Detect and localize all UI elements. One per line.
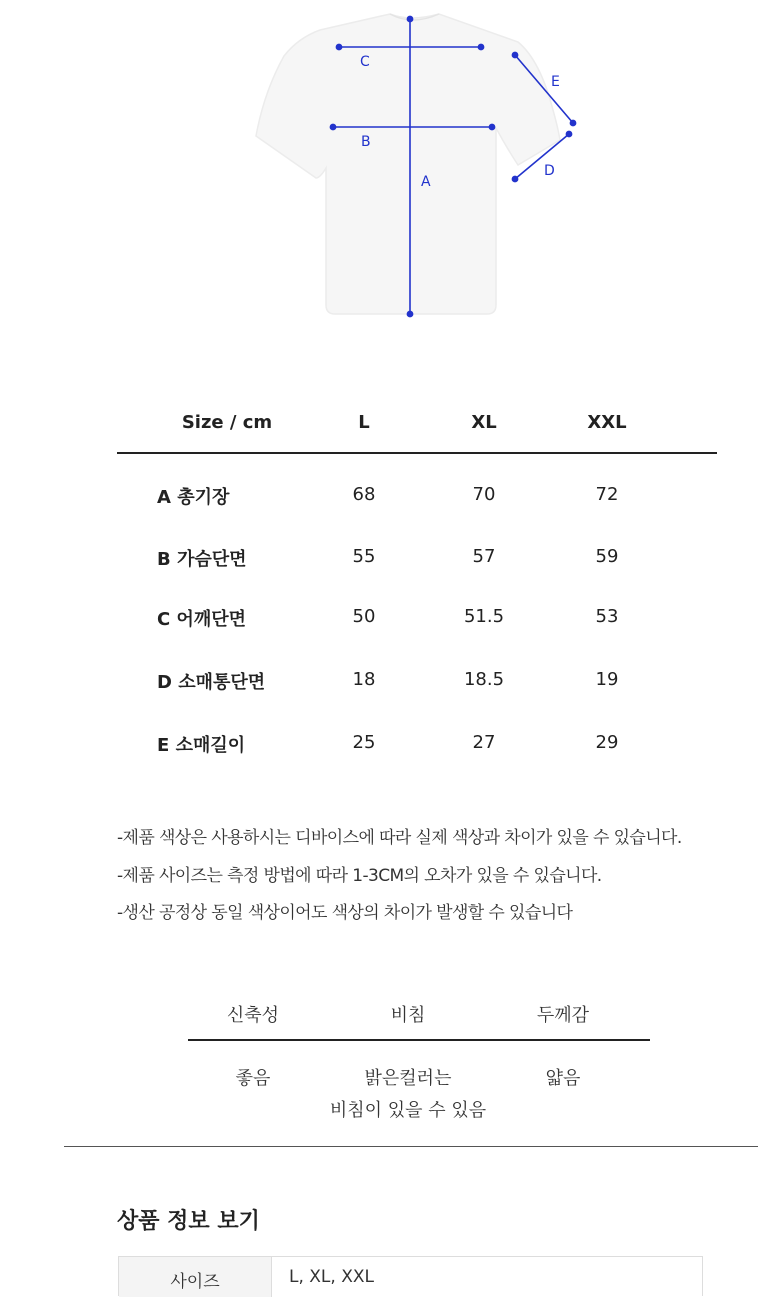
- row-value-l: 55: [352, 546, 376, 567]
- row-value-xl: 57: [472, 546, 496, 567]
- label-a: A: [421, 174, 431, 190]
- notice-size: -제품 사이즈는 측정 방법에 따라 1-3CM의 오차가 있을 수 있습니다.: [117, 865, 602, 886]
- header-xl: XL: [471, 412, 497, 433]
- label-d: D: [544, 163, 555, 179]
- notice-list: [117, 820, 757, 933]
- table-row: [117, 546, 717, 611]
- header-l: L: [358, 412, 370, 433]
- row-value-l: 25: [352, 732, 376, 753]
- row-value-l: 68: [352, 484, 376, 505]
- table-row: [117, 732, 717, 797]
- notice-production: -생산 공정상 동일 색상이어도 색상의 차이가 발생할 수 있습니다: [117, 903, 573, 923]
- table-row: [117, 669, 717, 737]
- value-thickness: 얇음: [545, 1068, 581, 1089]
- table-row: [117, 606, 717, 674]
- row-value-xl: 51.5: [463, 606, 505, 627]
- tshirt-measurement-illustration: [240, 0, 600, 330]
- info-label-size: 사이즈: [119, 1257, 272, 1297]
- header-thickness: 두께감: [536, 1005, 590, 1026]
- label-e: E: [551, 74, 560, 90]
- size-table: [117, 400, 717, 797]
- row-value-xxl: 19: [595, 669, 619, 690]
- row-value-xxl: 59: [595, 546, 619, 567]
- row-value-xl: 27: [472, 732, 496, 753]
- row-value-xxl: 29: [595, 732, 619, 753]
- table-row: [117, 484, 717, 551]
- row-value-xl: 18.5: [463, 669, 505, 690]
- label-c: C: [360, 54, 370, 70]
- size-diagram: [240, 0, 600, 330]
- row-label: C 어깨단면: [157, 609, 247, 630]
- row-label: A 총기장: [157, 487, 230, 508]
- header-stretch: 신축성: [226, 1005, 280, 1026]
- row-label: D 소매통단면: [157, 672, 266, 693]
- size-table-header: [117, 400, 717, 454]
- product-info-title: 상품 정보 보기: [117, 1209, 260, 1234]
- section-divider: [64, 1146, 758, 1147]
- row-label: B 가슴단면: [157, 549, 247, 570]
- fabric-values: [188, 1041, 650, 1131]
- row-value-l: 50: [352, 606, 376, 627]
- row-value-l: 18: [352, 669, 376, 690]
- header-xxl: XXL: [587, 412, 627, 433]
- row-value-xxl: 72: [595, 484, 619, 505]
- row-label: E 소매길이: [157, 735, 246, 756]
- product-info-table: [118, 1256, 703, 1296]
- row-value-xxl: 53: [595, 606, 619, 627]
- info-value-size: L, XL, XXL: [289, 1267, 374, 1287]
- header-size-unit: Size / cm: [181, 412, 273, 433]
- tshirt-shape: [256, 14, 560, 314]
- header-sheerness: 비침: [390, 1005, 426, 1026]
- label-b: B: [361, 134, 371, 150]
- value-sheerness-line2: 비침이 있을 수 있음: [329, 1100, 487, 1121]
- row-value-xl: 70: [472, 484, 496, 505]
- fabric-properties: [188, 995, 650, 1131]
- notice-color: -제품 색상은 사용하시는 디바이스에 따라 실제 색상과 차이가 있을 수 있습니다.: [117, 828, 682, 848]
- value-stretch: 좋음: [235, 1068, 271, 1089]
- value-sheerness: [308, 1063, 508, 1127]
- fabric-header: [188, 995, 650, 1041]
- value-sheerness-line1: 밝은컬러는: [364, 1068, 452, 1089]
